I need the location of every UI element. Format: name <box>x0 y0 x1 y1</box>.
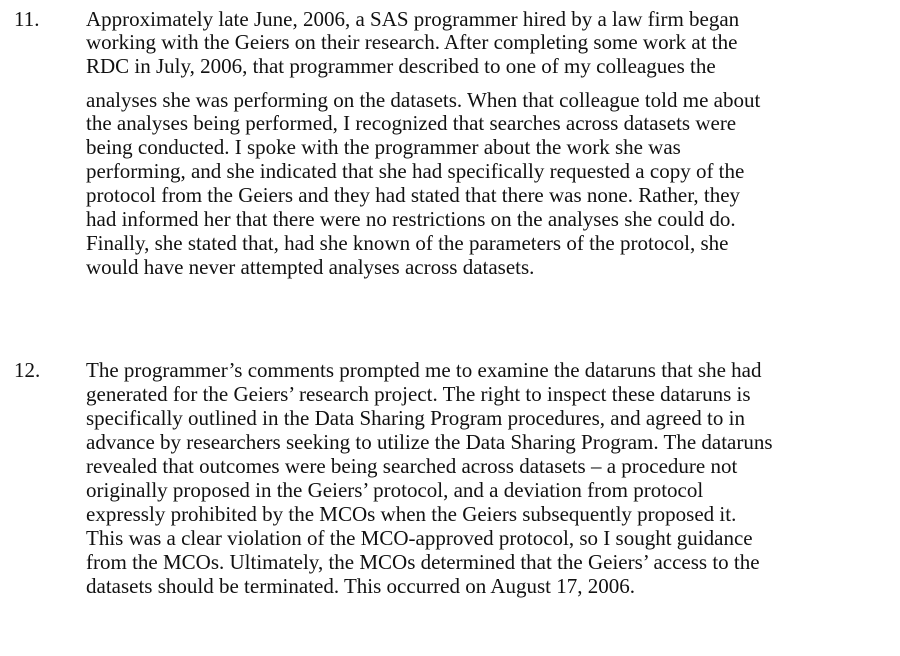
text-line: being conducted. I spoke with the programmer about the work she was <box>86 135 681 159</box>
text-line: would have never attempted analyses across datasets. <box>86 255 535 279</box>
text-line: specifically outlined in the Data Sharing Program procedures, and agreed to in <box>86 406 745 430</box>
text-line: working with the Geiers on their research. After completing some work at the <box>86 30 738 54</box>
text-line: from the MCOs. Ultimately, the MCOs determined that the Geiers’ access to the <box>86 550 760 574</box>
text-line: This was a clear violation of the MCO-approved protocol, so I sought guidance <box>86 526 753 550</box>
text-line: generated for the Geiers’ research project. The right to inspect these dataruns is <box>86 382 751 406</box>
paragraph-number: 11. <box>14 7 40 31</box>
text-line: originally proposed in the Geiers’ protocol, and a deviation from protocol <box>86 478 704 502</box>
text-line: advance by researchers seeking to utilize the Data Sharing Program. The dataruns <box>86 430 773 454</box>
text-line: expressly prohibited by the MCOs when the Geiers subsequently proposed it. <box>86 502 737 526</box>
text-line: The programmer’s comments prompted me to examine the dataruns that she had <box>86 358 762 382</box>
text-line: Approximately late June, 2006, a SAS programmer hired by a law firm began <box>86 7 740 31</box>
text-line: had informed her that there were no restrictions on the analyses she could do. <box>86 207 736 231</box>
text-line: analyses she was performing on the datasets. When that colleague told me about <box>86 88 761 112</box>
text-line: performing, and she indicated that she had specifically requested a copy of the <box>86 159 745 183</box>
text-line: Finally, she stated that, had she known of the parameters of the protocol, she <box>86 231 729 255</box>
text-line: the analyses being performed, I recognized that searches across datasets were <box>86 111 737 135</box>
paragraph-number: 12. <box>14 358 41 382</box>
text-line: RDC in July, 2006, that programmer described to one of my colleagues the <box>86 54 716 78</box>
text-line: revealed that outcomes were being searched across datasets – a procedure not <box>86 454 738 478</box>
text-line: datasets should be terminated. This occurred on August 17, 2006. <box>86 574 636 598</box>
text-line: protocol from the Geiers and they had stated that there was none. Rather, they <box>86 183 741 207</box>
